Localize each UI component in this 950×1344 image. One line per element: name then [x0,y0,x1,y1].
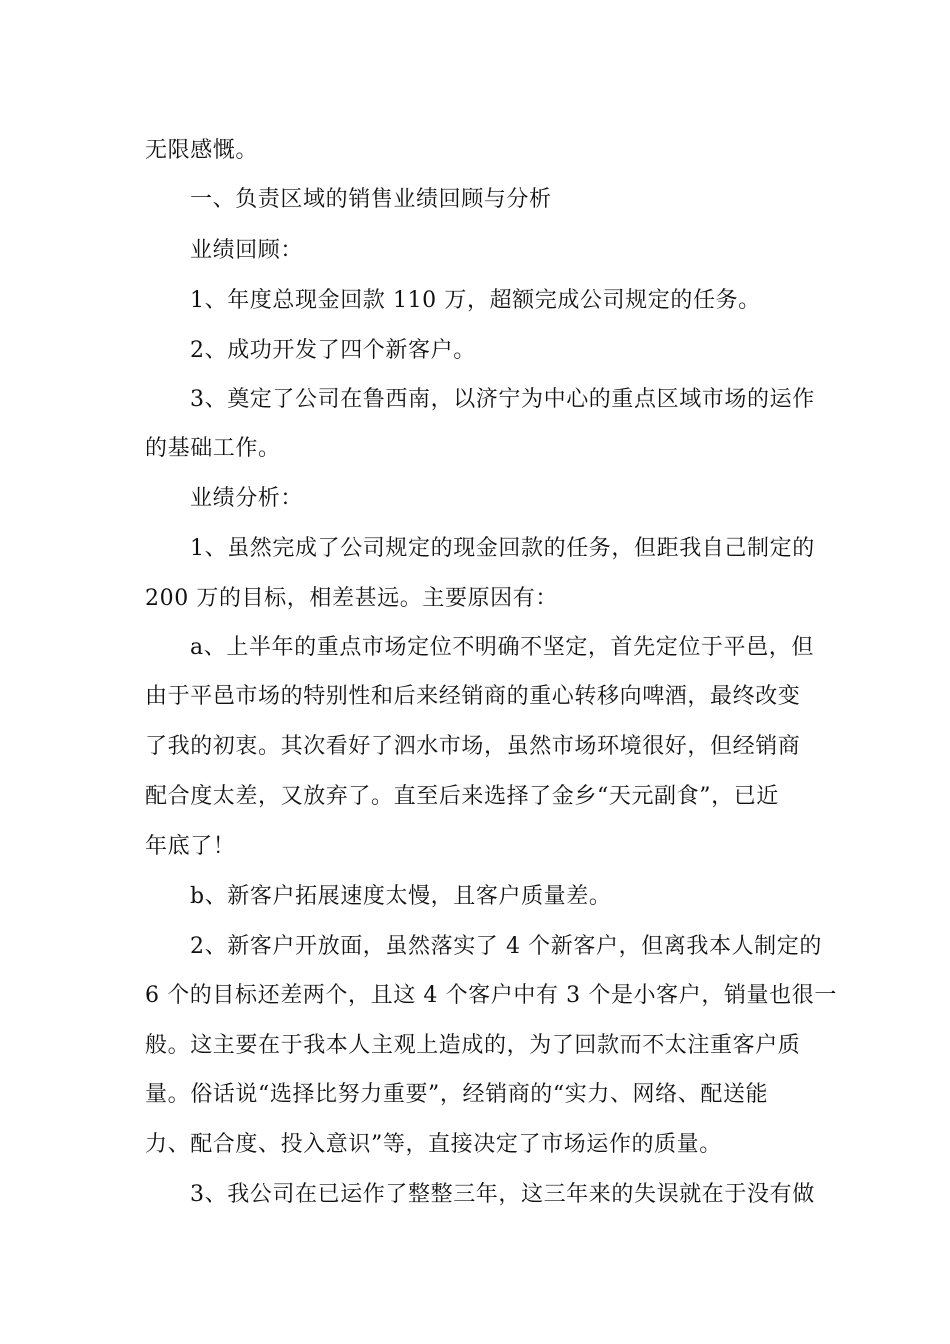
text-line: 3、奠定了公司在鲁西南，以济宁为中心的重点区域市场的运作 [190,387,815,412]
text-line: 的基础工作。 [145,436,281,461]
text-line: b、新客户拓展速度太慢，且客户质量差。 [190,884,612,909]
subheading: 业绩回顾： [190,238,304,263]
text-line: 2、新客户开放面，虽然落实了 4 个新客户，但离我本人制定的 [190,934,822,959]
text-line: 般。这主要在于我本人主观上造成的，为了回款而不太注重客户质 [145,1033,801,1058]
text-line: a、上半年的重点市场定位不明确不坚定，首先定位于平邑，但 [190,635,814,660]
text-line: 3、我公司在已运作了整整三年，这三年来的失误就在于没有做 [190,1182,815,1207]
text-line: 1、虽然完成了公司规定的现金回款的任务，但距我自己制定的 [190,536,815,561]
text-line: 配合度太差，又放弃了。直至后来选择了金乡“天元副食”，已近 [145,784,779,809]
text-line: 力、配合度、投入意识”等，直接决定了市场运作的质量。 [145,1132,722,1157]
text-line: 无限感慨。 [145,138,259,163]
text-line: 200 万的目标，相差甚远。主要原因有： [145,586,558,611]
text-line: 6 个的目标还差两个，且这 4 个客户中有 3 个是小客户，销量也很一 [145,983,837,1008]
section-heading: 一、负责区域的销售业绩回顾与分析 [190,187,552,212]
text-line: 1、年度总现金回款 110 万，超额完成公司规定的任务。 [190,288,761,313]
text-line: 年底了！ [145,834,236,859]
text-line: 2、成功开发了四个新客户。 [190,338,476,363]
text-line: 量。俗话说“选择比努力重要”，经销商的“实力、网络、配送能 [145,1082,769,1107]
subheading: 业绩分析： [190,486,304,511]
text-line: 了我的初衷。其次看好了泗水市场，虽然市场环境很好，但经销商 [145,734,801,759]
text-line: 由于平邑市场的特别性和后来经销商的重心转移向啤酒，最终改变 [145,684,801,709]
